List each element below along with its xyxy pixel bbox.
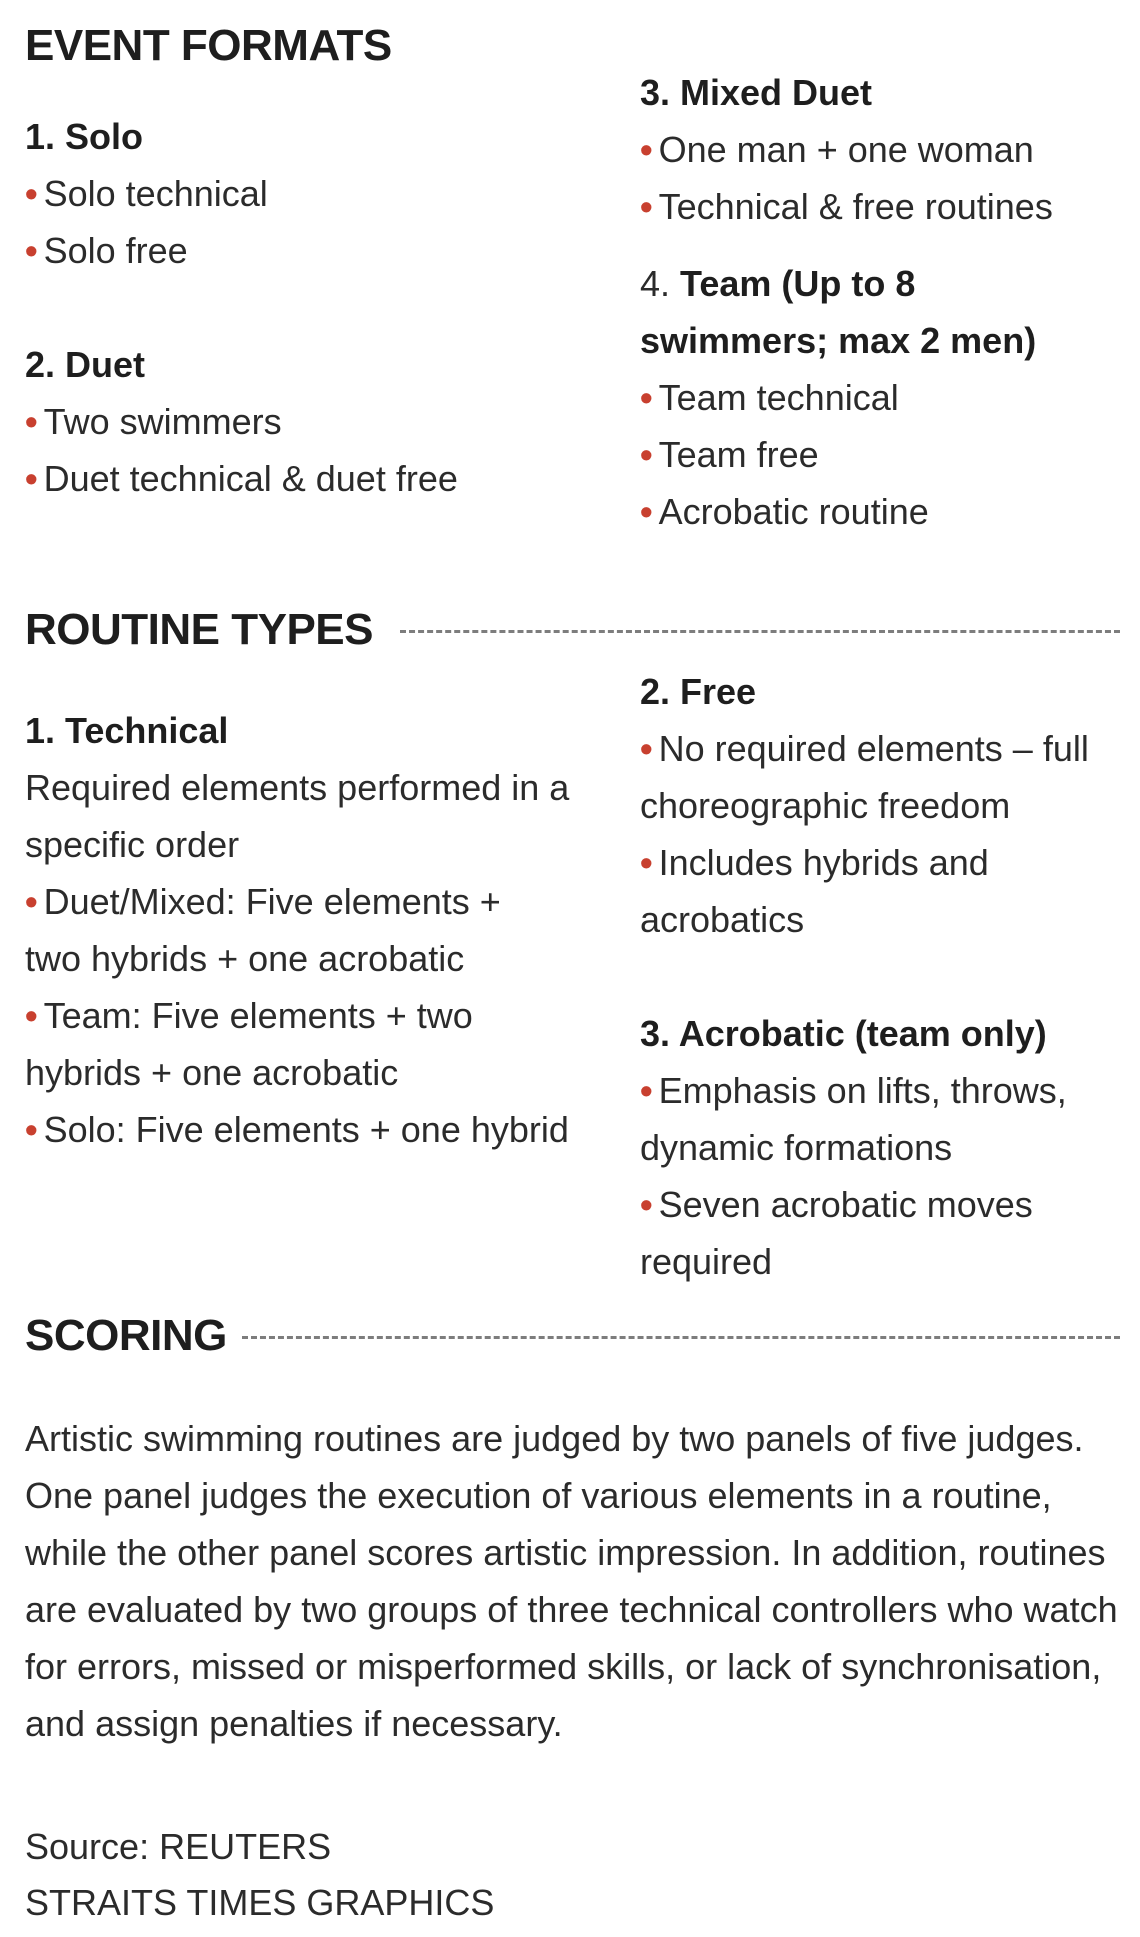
- technical-title: 1. Technical: [25, 710, 229, 751]
- list-item-text: Includes hybrids and acrobatics: [640, 842, 989, 940]
- list-item-text: One man + one woman: [658, 129, 1034, 170]
- list-item: [25, 165, 615, 222]
- team-title: [640, 255, 1120, 312]
- technical-description: Required elements performed in a specific order: [25, 767, 570, 865]
- list-item-text: Team free: [658, 434, 819, 475]
- list-item: [25, 222, 615, 279]
- list-item-text: Emphasis on lifts, throws, dynamic formations: [640, 1070, 1067, 1168]
- list-item-text: Duet technical & duet free: [43, 458, 458, 499]
- list-item: [640, 369, 1120, 426]
- solo-title: 1. Solo: [25, 116, 144, 157]
- list-item: [25, 1101, 625, 1158]
- scoring-heading: SCORING: [25, 1311, 227, 1360]
- bullet-icon: •: [25, 1109, 38, 1150]
- free-title: 2. Free: [640, 671, 757, 712]
- routine-types-divider: [400, 630, 1120, 633]
- bullet-icon: •: [25, 401, 38, 442]
- list-item-text: Solo technical: [43, 173, 268, 214]
- duet-block: [25, 336, 615, 507]
- team-title-line2: swimmers; max 2 men): [640, 320, 1037, 361]
- routine-types-left-column: [25, 702, 625, 1158]
- bullet-icon: •: [640, 1070, 653, 1111]
- bullet-icon: •: [25, 995, 38, 1036]
- list-item-text: No required elements – full choreographic freedom: [640, 728, 1089, 826]
- free-block: [640, 663, 1120, 948]
- mixed-duet-title: 3. Mixed Duet: [640, 72, 873, 113]
- list-item-text: Acrobatic routine: [658, 491, 929, 532]
- list-item: [25, 873, 555, 987]
- list-item: [640, 426, 1120, 483]
- scoring-divider: [242, 1336, 1120, 1339]
- list-item: [640, 178, 1120, 235]
- team-block: [640, 255, 1120, 540]
- bullet-icon: •: [25, 881, 38, 922]
- list-item-text: Two swimmers: [43, 401, 282, 442]
- event-formats-left-column: [25, 108, 615, 507]
- bullet-icon: •: [640, 186, 653, 227]
- list-item: [25, 450, 615, 507]
- scoring-paragraph: Artistic swimming routines are judged by two panels of five judges. One panel judges the execution of various elements in a routine, while the other panel scores artistic impression. In addition, routines are evaluated by two groups of three technical controllers who watch for errors, missed or misperformed skills, or lack of synchronisation, and assign penalties if necessary.: [25, 1418, 1118, 1744]
- duet-title: 2. Duet: [25, 344, 146, 385]
- list-item-text: Duet/Mixed: Five elements + two hybrids + one acrobatic: [25, 881, 501, 979]
- acrobatic-block: [640, 1005, 1120, 1290]
- list-item: [640, 834, 1040, 948]
- list-item: [640, 483, 1120, 540]
- bullet-icon: •: [640, 728, 653, 769]
- bullet-icon: •: [25, 230, 38, 271]
- source-credit: Source: REUTERS: [25, 1826, 332, 1867]
- list-item: [25, 987, 555, 1101]
- bullet-icon: •: [640, 842, 653, 883]
- event-formats-heading: EVENT FORMATS: [25, 21, 392, 70]
- list-item-text: Team: Five elements + two hybrids + one acrobatic: [25, 995, 473, 1093]
- event-formats-right-column: [640, 64, 1120, 540]
- acrobatic-title: 3. Acrobatic (team only): [640, 1013, 1047, 1054]
- list-item: [640, 720, 1110, 834]
- bullet-icon: •: [640, 434, 653, 475]
- team-title-line1: Team (Up to 8: [680, 263, 916, 304]
- mixed-duet-block: [640, 64, 1120, 235]
- routine-types-right-column: [640, 663, 1120, 1290]
- bullet-icon: •: [640, 377, 653, 418]
- list-item-text: Team technical: [658, 377, 899, 418]
- list-item: [25, 393, 615, 450]
- bullet-icon: •: [25, 458, 38, 499]
- bullet-icon: •: [25, 173, 38, 214]
- bullet-icon: •: [640, 129, 653, 170]
- list-item: [640, 1062, 1110, 1176]
- list-item-text: Technical & free routines: [658, 186, 1053, 227]
- list-item: [640, 1176, 1080, 1290]
- bullet-icon: •: [640, 1184, 653, 1225]
- list-item-text: Seven acrobatic moves required: [640, 1184, 1033, 1282]
- team-number: 4.: [640, 263, 681, 304]
- routine-types-heading: ROUTINE TYPES: [25, 605, 373, 654]
- bullet-icon: •: [640, 491, 653, 532]
- list-item-text: Solo free: [43, 230, 188, 271]
- list-item-text: Solo: Five elements + one hybrid: [43, 1109, 569, 1150]
- list-item: [640, 121, 1120, 178]
- solo-block: [25, 108, 615, 279]
- graphics-credit: STRAITS TIMES GRAPHICS: [25, 1882, 495, 1923]
